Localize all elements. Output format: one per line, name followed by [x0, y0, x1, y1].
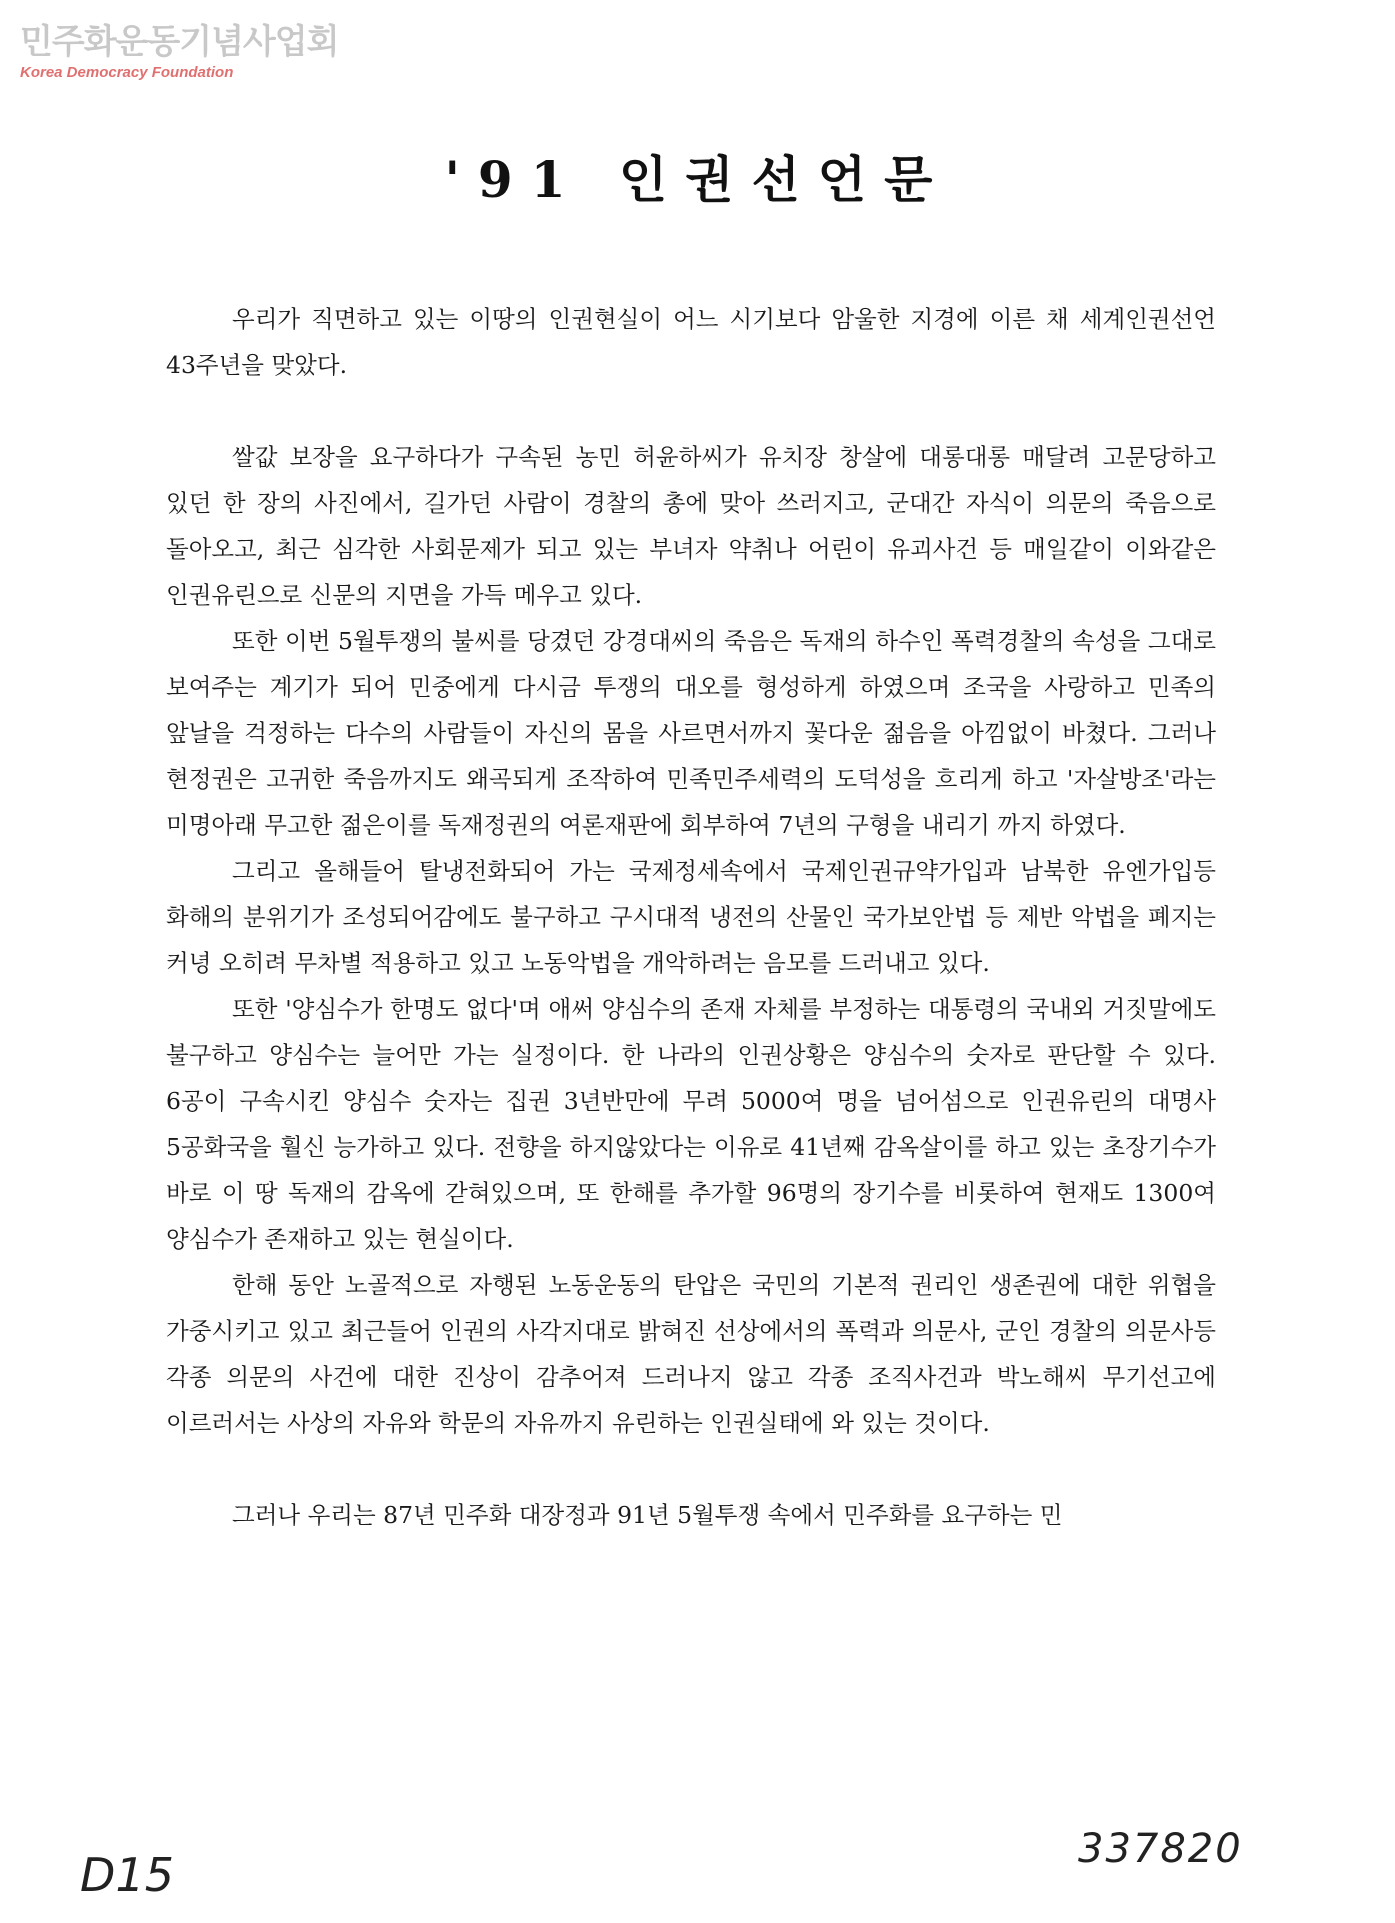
- watermark-english: Korea Democracy Foundation: [20, 64, 234, 81]
- paragraph: 우리가 직면하고 있는 이땅의 인권현실이 어느 시기보다 암울한 지경에 이른 채 세계인권선언 43주년을 맞았다.: [166, 305, 1216, 379]
- paragraph: 그러나 우리는 87년 민주화 대장정과 91년 5월투쟁 속에서 민주화를 요구하는 민: [232, 1501, 1063, 1529]
- handwritten-code-left: D15: [80, 1848, 174, 1902]
- document-title: '91 인권선언문: [444, 150, 951, 209]
- document-body: [166, 296, 1216, 1538]
- paragraph: 쌀값 보장을 요구하다가 구속된 농민 허윤하씨가 유치장 창살에 대롱대롱 매달려 고문당하고 있던 한 장의 사진에서, 길가던 사람이 경찰의 총에 맞아 쓰러지고, 군대간 자식이 의문의 죽음으로 돌아오고, 최근 심각한 사회문제가 되고 있는 부녀자 약취나 어린이 유괴사건 등 매일같이 이와같은 인권유린으로 신문의 지면을 가득 메우고 있다.: [166, 443, 1216, 609]
- paragraph: 한해 동안 노골적으로 자행된 노동운동의 탄압은 국민의 기본적 권리인 생존권에 대한 위협을 가중시키고 있고 최근들어 인권의 사각지대로 밝혀진 선상에서의 폭력과 의문사, 군인 경찰의 의문사등 각종 의문의 사건에 대한 진상이 감추어져 드러나지 않고 각종 조직사건과 박노해씨 무기선고에 이르러서는 사상의 자유와 학문의 자유까지 유린하는 인권실태에 와 있는 것이다.: [166, 1271, 1216, 1437]
- watermark-korean: 민주화운동기념사업회: [20, 22, 339, 62]
- handwritten-code-right: 337820: [1078, 1826, 1243, 1872]
- paragraph: 또한 이번 5월투쟁의 불씨를 당겼던 강경대씨의 죽음은 독재의 하수인 폭력경찰의 속성을 그대로 보여주는 계기가 되어 민중에게 다시금 투쟁의 대오를 형성하게 하였으며 조국을 사랑하고 민족의 앞날을 걱정하는 다수의 사람들이 자신의 몸을 사르면서까지 꽃다운 젊음을 아낌없이 바쳤다. 그러나 현정권은 고귀한 죽음까지도 왜곡되게 조작하여 민족민주세력의 도덕성을 흐리게 하고 '자살방조'라는 미명아래 무고한 젊은이를 독재정권의 여론재판에 회부하여 7년의 구형을 내리기 까지 하였다.: [166, 627, 1216, 839]
- paragraph: 또한 '양심수가 한명도 없다'며 애써 양심수의 존재 자체를 부정하는 대통령의 국내외 거짓말에도 불구하고 양심수는 늘어만 가는 실정이다. 한 나라의 인권상황은 양심수의 숫자로 판단할 수 있다. 6공이 구속시킨 양심수 숫자는 집권 3년반만에 무려 5000여 명을 넘어섬으로 인권유린의 대명사 5공화국을 훨신 능가하고 있다. 전향을 하지않았다는 이유로 41년째 감옥살이를 하고 있는 초장기수가 바로 이 땅 독재의 감옥에 갇혀있으며, 또 한해를 추가할 96명의 장기수를 비롯하여 현재도 1300여 양심수가 존재하고 있는 현실이다.: [166, 995, 1216, 1253]
- paragraph: 그리고 올해들어 탈냉전화되어 가는 국제정세속에서 국제인권규약가입과 남북한 유엔가입등 화해의 분위기가 조성되어감에도 불구하고 구시대적 냉전의 산물인 국가보안법 등 제반 악법을 폐지는 커녕 오히려 무차별 적용하고 있고 노동악법을 개악하려는 음모를 드러내고 있다.: [166, 857, 1216, 977]
- watermark: [20, 22, 338, 82]
